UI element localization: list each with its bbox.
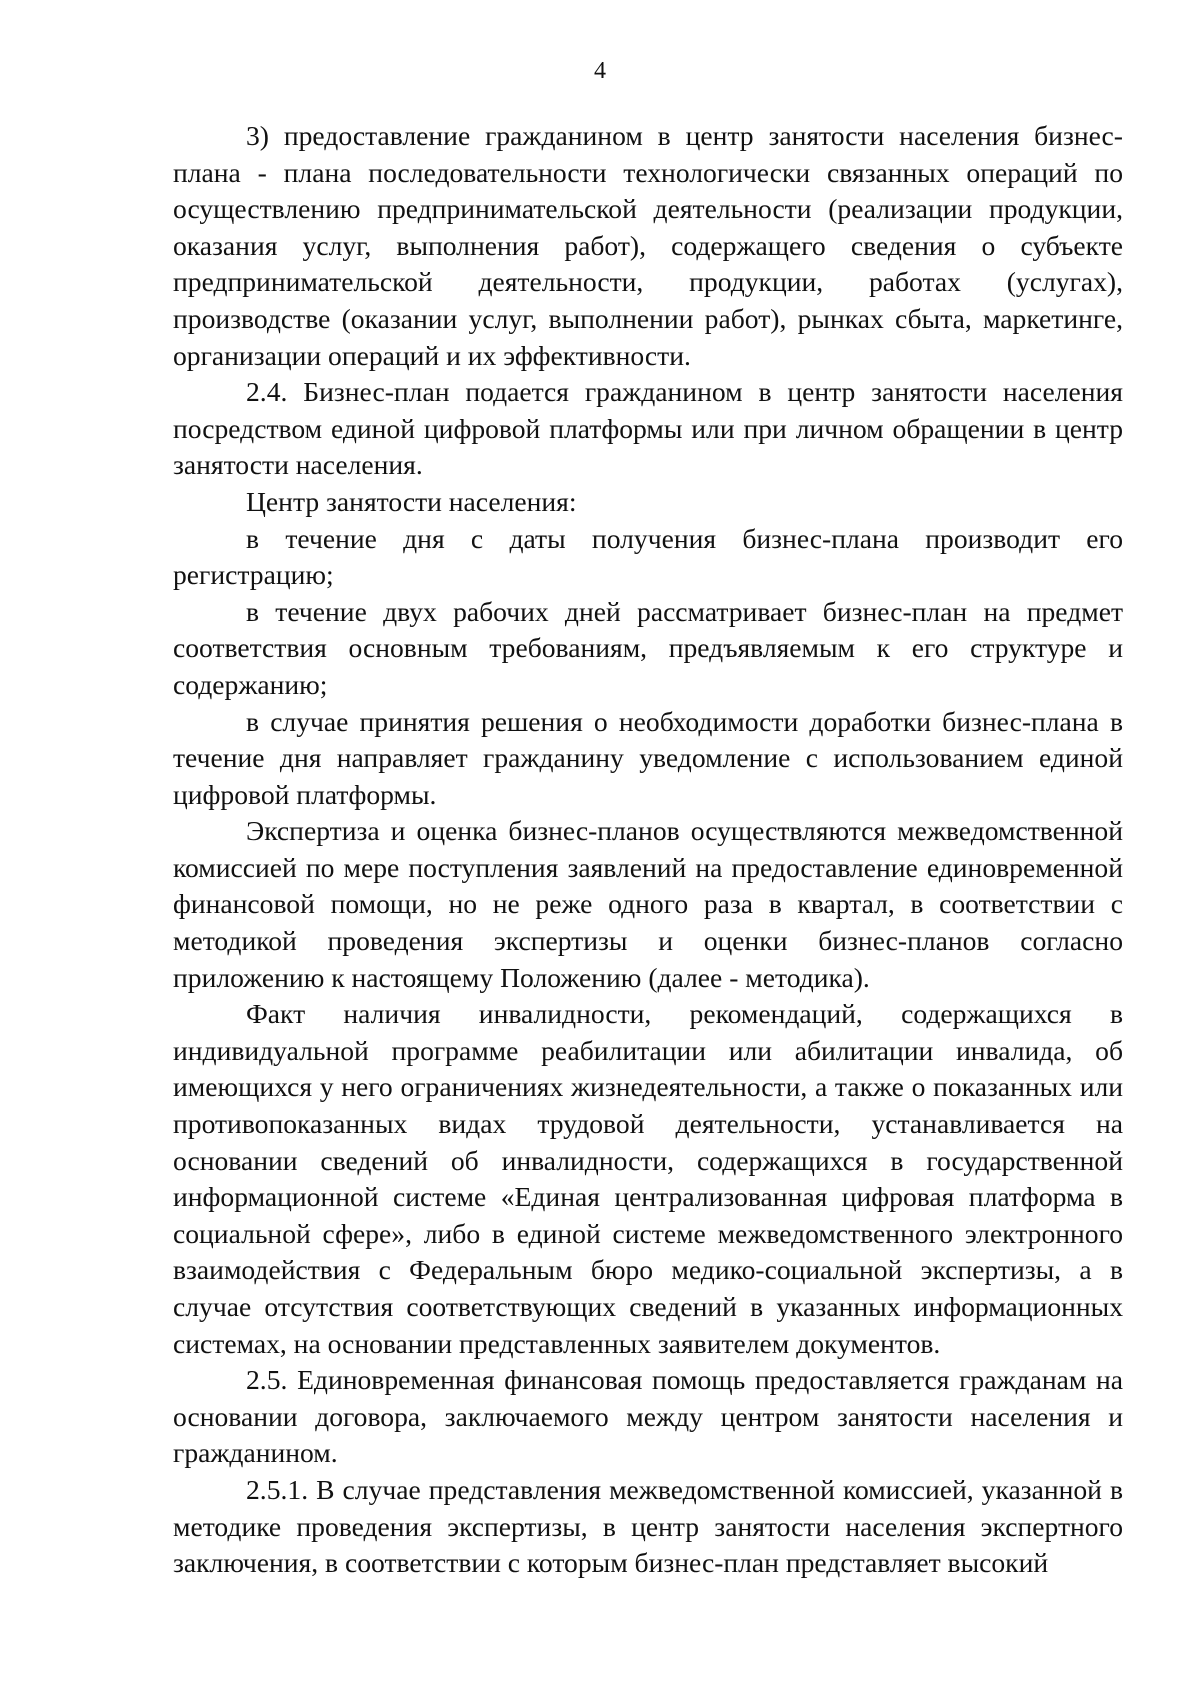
paragraph-disability-fact: Факт наличия инвалидности, рекомендаций, содержащихся в индивидуальной программе реабилитации или абилитации инвалида, об имеющихся у него ограничениях жизнедеятельности, а также о показанных или противопоказанных видах трудовой деятельности, устанавливается на основании сведений об инвалидности, содержащихся в государственной информационной системе «Единая централизованная цифровая платформа в социальной сфере», либо в единой системе межведомственного электронного взаимодействия с Федеральным бюро медико-социальной экспертизы, а в случае отсутствия соответствующих сведений в указанных информационных системах, на основании представленных заявителем документов.	[173, 998, 1123, 1359]
paragraph-employment-center: Центр занятости населения:	[246, 485, 577, 517]
paragraph-review: в течение двух рабочих дней рассматривает бизнес-план на предмет соответствия основным требованиям, предъявляемым к его структуре и содержанию;	[173, 595, 1123, 700]
paragraph-2-4: 2.4. Бизнес-план подается гражданином в центр занятости населения посредством единой цифровой платформы или при личном обращении в центр занятости населения.	[173, 376, 1123, 481]
paragraph-2-5: 2.5. Единовременная финансовая помощь предоставляется гражданам на основании договора, заключаемого между центром занятости населения и гражданином.	[173, 1364, 1123, 1469]
paragraph-item-3-business-plan: 3) предоставление гражданином в центр занятости населения бизнес-плана - плана последовательности технологически связанных операций по осуществлению предпринимательской деятельности (реализации продукции, оказания услуг, выполнения работ), содержащего сведения о субъекте предпринимательской деятельности, продукции, работах (услугах), производстве (оказании услуг, выполнении работ), рынках сбыта, маркетинге, организации операций и их эффективности.	[173, 120, 1123, 371]
document-body	[173, 118, 1123, 1582]
paragraph-registration: в течение дня с даты получения бизнес-плана производит его регистрацию;	[173, 522, 1123, 591]
paragraph-revision-notice: в случае принятия решения о необходимости доработки бизнес-плана в течение дня направляет гражданину уведомление с использованием единой цифровой платформы.	[173, 705, 1123, 810]
page-number: 4	[594, 58, 606, 84]
paragraph-2-5-1: 2.5.1. В случае представления межведомственной комиссией, указанной в методике проведения экспертизы, в центр занятости населения экспертного заключения, в соответствии с которым бизнес-план представляет высокий	[173, 1473, 1123, 1579]
paragraph-expertise: Экспертиза и оценка бизнес-планов осуществляются межведомственной комиссией по мере поступления заявлений на предоставление единовременной финансовой помощи, но не реже одного раза в квартал, в соответствии с методикой проведения экспертизы и оценки бизнес-планов согласно приложению к настоящему Положению (далее - методика).	[173, 815, 1123, 993]
